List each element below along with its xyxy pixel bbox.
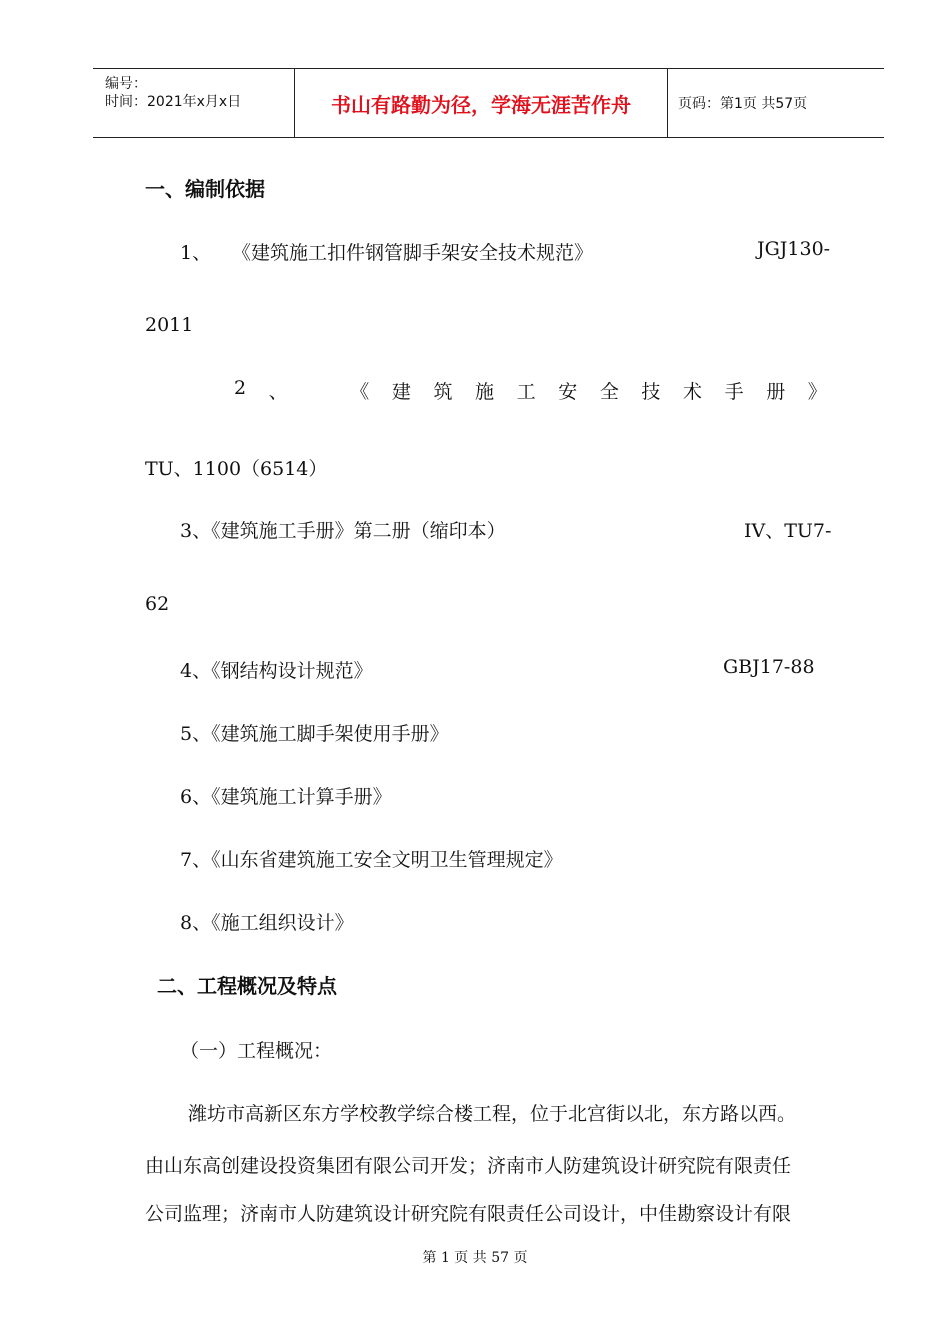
- paragraph-line: 公司监理；济南市人防建筑设计研究院有限责任公司设计，中佳勘察设计有限: [145, 1203, 792, 1225]
- ref-8-text: 8、《施工组织设计》: [180, 912, 354, 934]
- ref-2-char: 册: [766, 381, 786, 403]
- ref-1-code-continued: 2011: [145, 314, 194, 336]
- ref-2-char: 2: [234, 377, 247, 399]
- ref-2-char: 施: [475, 381, 495, 403]
- section-2-subtitle: （一）工程概况：: [180, 1040, 333, 1062]
- header-time: 时间：2021年x月x日: [105, 94, 242, 110]
- ref-6-text: 6、《建筑施工计算手册》: [180, 786, 392, 808]
- ref-4-text: 4、《钢结构设计规范》: [180, 660, 373, 682]
- header-motto: 书山有路勤为径，学海无涯苦作舟: [295, 69, 668, 137]
- ref-2-char: 手: [724, 381, 744, 403]
- ref-4-code: GBJ17-88: [723, 656, 815, 678]
- header-number: 编号：: [105, 76, 147, 92]
- ref-3-code: IV、TU7-: [744, 520, 832, 542]
- ref-2-char: 、: [268, 381, 288, 403]
- ref-2-char: 安: [558, 381, 578, 403]
- header-meta: [93, 69, 295, 137]
- paragraph-line: 由山东高创建设投资集团有限公司开发；济南市人防建筑设计研究院有限责任: [145, 1155, 792, 1177]
- ref-2-char: 筑: [433, 381, 453, 403]
- ref-2-char: 建: [391, 381, 411, 403]
- section-2-title: 二、工程概况及特点: [157, 974, 337, 998]
- page-header: [93, 68, 884, 138]
- ref-2-code: TU、1100（6514）: [145, 458, 328, 480]
- section-1-title: 一、编制依据: [145, 177, 265, 201]
- ref-1-code: JGJ130-: [757, 238, 831, 260]
- ref-2-char: 《: [350, 381, 370, 403]
- ref-2-char: 工: [516, 381, 536, 403]
- header-page-number: 页码：第1页 共57页: [678, 96, 808, 112]
- ref-5-text: 5、《建筑施工脚手架使用手册》: [180, 723, 449, 745]
- page-footer: 第 1 页 共 57 页: [422, 1250, 528, 1266]
- ref-2-char: 技: [641, 381, 661, 403]
- ref-1-number: 1、: [180, 242, 212, 264]
- ref-3-text: 3、《建筑施工手册》第二册（缩印本）: [180, 520, 506, 542]
- ref-2-title-line: [234, 377, 827, 404]
- paragraph-line: 潍坊市高新区东方学校教学综合楼工程，位于北宫街以北，东方路以西。: [188, 1103, 797, 1125]
- ref-2-char: 术: [683, 381, 703, 403]
- ref-2-char: 》: [807, 381, 827, 403]
- ref-1-title: 《建筑施工扣件钢管脚手架安全技术规范》: [232, 242, 594, 264]
- ref-2-char: 全: [599, 381, 619, 403]
- ref-3-code-continued: 62: [145, 593, 170, 615]
- ref-7-text: 7、《山东省建筑施工安全文明卫生管理规定》: [180, 849, 563, 871]
